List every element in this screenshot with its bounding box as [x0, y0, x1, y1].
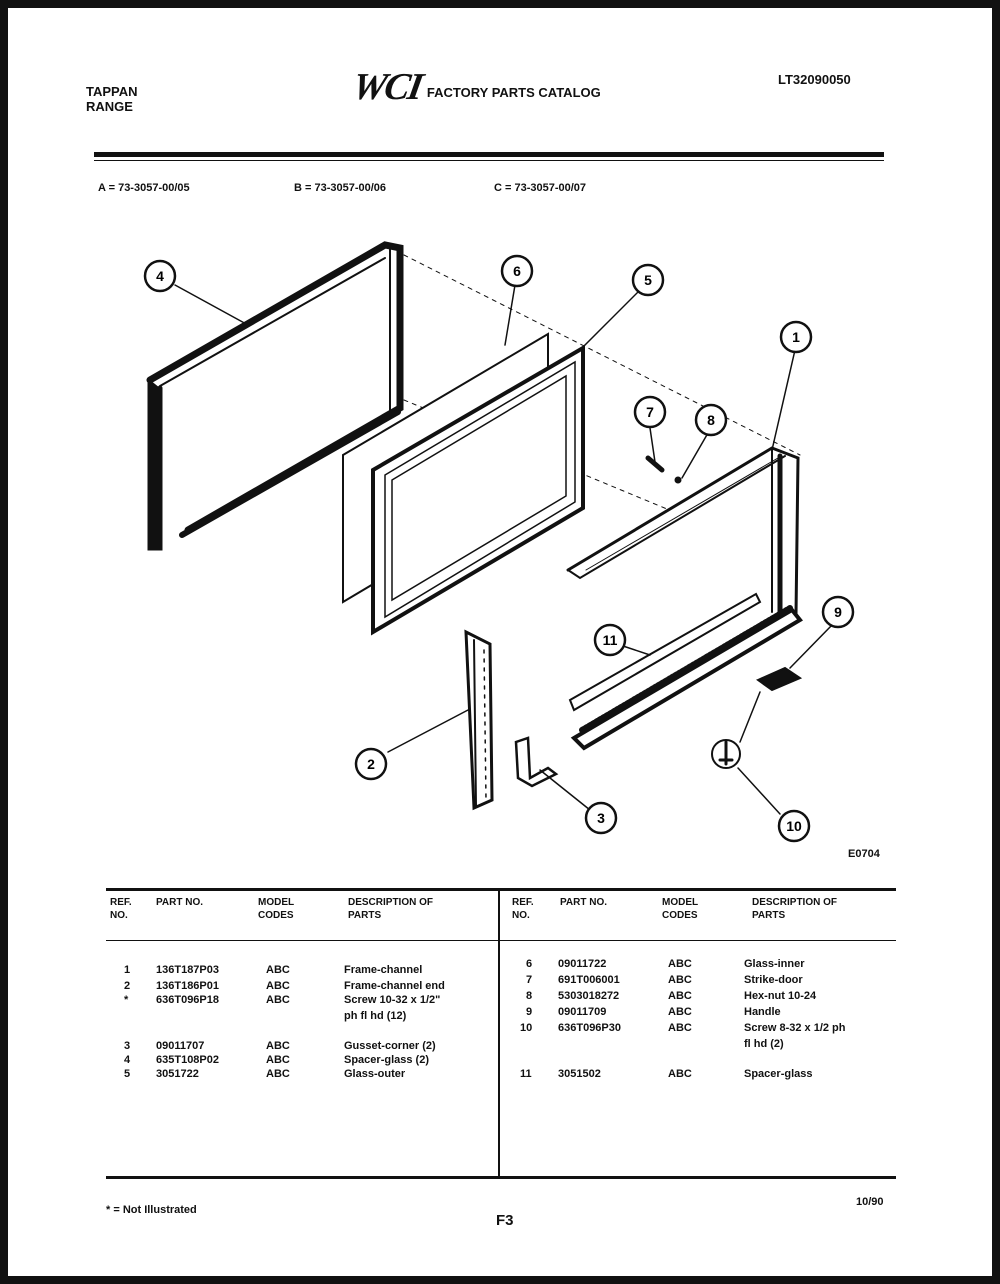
table-row [502, 990, 894, 1004]
row-desc: Frame-channel end [344, 980, 445, 992]
svg-text:6: 6 [513, 263, 521, 279]
row-model: ABC [266, 1068, 290, 1080]
row-model: ABC [266, 980, 290, 992]
header-desc-right: DESCRIPTION OF PARTS [752, 897, 838, 921]
header-part-right: PART NO. [560, 897, 608, 908]
row-model: ABC [668, 958, 692, 970]
row-model: ABC [668, 1022, 692, 1034]
row-ref: 2 [124, 980, 131, 992]
svg-text:5: 5 [644, 272, 652, 288]
row-ref: 5 [124, 1068, 131, 1080]
brand-line-1: TAPPAN [86, 84, 138, 99]
table-row [106, 1068, 496, 1082]
table-row [502, 958, 894, 972]
leader-7 [650, 428, 655, 462]
callout-1 [781, 322, 811, 352]
header-part-left: PART NO. [156, 897, 204, 908]
row-desc: Glass-outer [344, 1068, 406, 1080]
table-row [502, 1006, 894, 1020]
row-desc: Screw 10-32 x 1/2" [344, 994, 441, 1006]
header-ref-left: REF. NO. [110, 897, 132, 921]
page-number: F3 [496, 1212, 514, 1229]
hex-nut-part [675, 477, 681, 483]
row-model: ABC [266, 994, 290, 1006]
screw-part [712, 740, 740, 768]
wci-logo: WCI [349, 66, 425, 108]
row-model: ABC [668, 1068, 692, 1080]
table-rule-bottom [106, 1176, 896, 1179]
svg-text:11: 11 [602, 632, 618, 648]
callout-4 [145, 261, 175, 291]
header-model-right: MODEL CODES [662, 897, 698, 921]
row-model: ABC [266, 1054, 290, 1066]
row-model: ABC [668, 1006, 692, 1018]
svg-text:10: 10 [786, 818, 802, 834]
callout-7 [635, 397, 665, 427]
row-part: 136T187P03 [156, 964, 219, 976]
row-desc-cont: ph fl hd (12) [344, 1010, 407, 1022]
footnote: * = Not Illustrated [106, 1204, 197, 1216]
row-desc: Screw 8-32 x 1/2 ph [744, 1022, 846, 1034]
row-desc: Glass-inner [744, 958, 805, 970]
callout-11 [595, 625, 625, 655]
row-part: 09011707 [156, 1040, 205, 1052]
leader-5 [578, 290, 640, 352]
row-ref: 6 [526, 958, 533, 970]
parts-table [106, 888, 896, 1184]
brand-line-2: RANGE [86, 99, 133, 114]
row-desc: Spacer-glass (2) [344, 1054, 429, 1066]
header-model-left: MODEL CODES [258, 897, 294, 921]
callout-10 [779, 811, 809, 841]
svg-text:7: 7 [646, 404, 654, 420]
table-rule-top [106, 888, 896, 891]
revision-date: 10/90 [856, 1196, 884, 1208]
table-row [106, 994, 496, 1022]
row-part: 136T186P01 [156, 980, 219, 992]
leader-6 [505, 285, 515, 345]
table-divider [498, 888, 500, 1176]
leader-2 [388, 710, 468, 752]
row-model: ABC [266, 1040, 290, 1052]
row-part: 3051502 [558, 1068, 601, 1080]
leader-9b [740, 692, 760, 742]
row-desc: Strike-door [744, 974, 803, 986]
leader-4 [175, 285, 248, 325]
row-model: ABC [668, 990, 692, 1002]
table-row [106, 1054, 496, 1068]
row-part: 636T096P18 [156, 994, 219, 1006]
model-code-b: B = 73-3057-00/06 [294, 182, 387, 194]
row-part: 3051722 [156, 1068, 199, 1080]
header-ref-right: REF. NO. [512, 897, 534, 921]
table-row [106, 980, 496, 994]
model-code-a: A = 73-3057-00/05 [98, 182, 190, 194]
row-ref: 10 [520, 1022, 533, 1034]
table-row [502, 1068, 894, 1082]
leader-3 [540, 770, 590, 810]
row-part: 635T108P02 [156, 1054, 219, 1066]
table-row [502, 974, 894, 988]
handle-part [758, 668, 800, 690]
row-model: ABC [266, 964, 290, 976]
svg-text:8: 8 [707, 412, 715, 428]
row-desc: Spacer-glass [744, 1068, 813, 1080]
row-ref: 11 [520, 1068, 532, 1080]
row-ref: 1 [124, 964, 131, 976]
leader-8 [682, 433, 708, 478]
model-code-c: C = 73-3057-00/07 [494, 182, 587, 194]
callout-9 [823, 597, 853, 627]
catalog-title: FACTORY PARTS CATALOG [426, 84, 601, 100]
row-part: 09011722 [558, 958, 607, 970]
svg-text:9: 9 [834, 604, 842, 620]
frame-channel-end-part [466, 632, 492, 808]
callout-3 [586, 803, 616, 833]
row-desc: Frame-channel [344, 964, 423, 976]
row-ref: 3 [124, 1040, 131, 1052]
svg-text:3: 3 [597, 810, 605, 826]
table-row [106, 1040, 496, 1054]
callout-5 [633, 265, 663, 295]
table-rule-header [106, 940, 896, 941]
row-ref: 7 [526, 974, 533, 986]
row-ref: 4 [124, 1054, 131, 1066]
header-desc-left: DESCRIPTION OF PARTS [348, 897, 434, 921]
svg-text:1: 1 [792, 329, 800, 345]
svg-text:2: 2 [367, 756, 375, 772]
row-desc: Gusset-corner (2) [344, 1040, 436, 1052]
row-ref: 9 [526, 1006, 533, 1018]
leader-9 [790, 625, 832, 668]
row-desc-cont: fl hd (2) [744, 1038, 784, 1050]
catalog-number: LT32090050 [778, 72, 851, 87]
leader-1 [772, 350, 795, 450]
svg-text:4: 4 [156, 268, 164, 284]
diagram-id: E0704 [848, 848, 880, 860]
row-part: 636T096P30 [558, 1022, 621, 1034]
row-part: 5303018272 [558, 990, 620, 1002]
row-model: ABC [668, 974, 692, 986]
table-row [106, 964, 496, 978]
callout-2 [356, 749, 386, 779]
row-desc: Hex-nut 10-24 [744, 990, 817, 1002]
leader-10 [738, 768, 780, 814]
table-row [502, 1022, 894, 1052]
callout-8 [696, 405, 726, 435]
frame-channel-part [568, 448, 798, 622]
row-part: 691T006001 [558, 974, 620, 986]
row-ref: * [124, 994, 129, 1006]
row-part: 09011709 [558, 1006, 607, 1018]
row-ref: 8 [526, 990, 533, 1002]
row-desc: Handle [744, 1006, 781, 1018]
callout-6 [502, 256, 532, 286]
